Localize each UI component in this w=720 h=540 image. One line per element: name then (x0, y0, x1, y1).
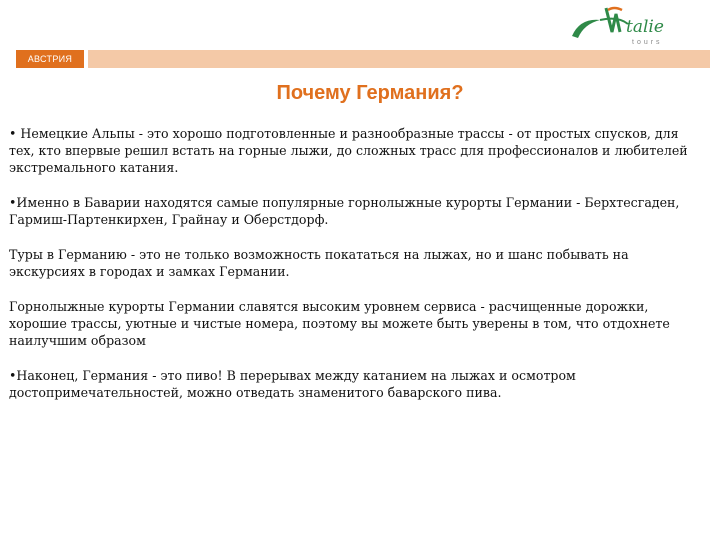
svg-text:tours: tours (632, 39, 663, 46)
paragraph-service: Горнолыжные курорты Германии славятся высоким уровнем сервиса - расчищенные дорожки, хорошие трассы, уютные и чистые номера, поэтому вы можете быть уверены в том, что отдохнете наилучшим образом (9, 299, 670, 348)
body-text (9, 125, 705, 419)
paragraph-bavaria: •Именно в Баварии находятся самые популярные горнолыжные курорты Германии - Берхтесгаден, Гармиш-Партенкирхен, Грайнау и Оберстдорф. (9, 195, 680, 227)
section-tab-austria[interactable]: АВСТРИЯ (16, 50, 84, 68)
paragraph-beer: •Наконец, Германия - это пиво! В перерывах между катанием на лыжах и осмотром достопримечательностей, можно отведать знаменитого баварского пива. (9, 368, 576, 400)
natalie-tours-logo-icon (570, 6, 695, 50)
page-title: Почему Германия? (276, 82, 464, 104)
section-header-stripe (88, 50, 710, 68)
company-logo (570, 6, 695, 50)
paragraph-alps: • Немецкие Альпы - это хорошо подготовленные и разнообразные трассы - от простых спусков, для тех, кто впервые решил встать на горные лыжи, до сложных трасс для профессионалов и любителей экстремального катания. (9, 126, 688, 175)
svg-text:talie: talie (626, 17, 664, 37)
paragraph-tours: Туры в Германию - это не только возможность покататься на лыжах, но и шанс побывать на экскурсиях в городах и замках Германии. (9, 247, 629, 279)
section-header-bar (16, 50, 710, 68)
